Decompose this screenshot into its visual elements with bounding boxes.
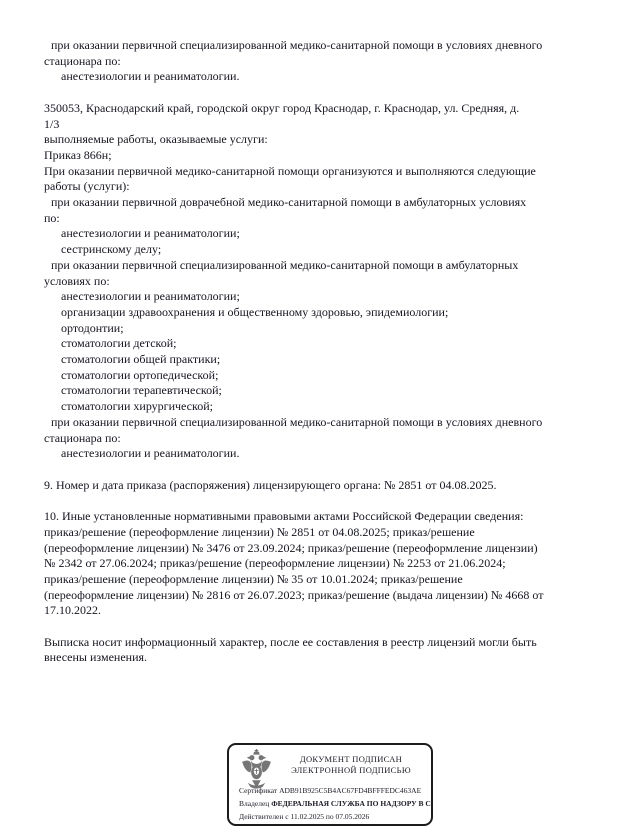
doc-line [44,85,586,101]
doc-line: по: [44,210,60,225]
signature-stamp [227,743,433,826]
doc-line: (переоформление лицензии) № 3476 от 23.09.2024; приказ/решение (переоформление лицензии) [44,540,538,555]
owner-value: ФЕДЕРАЛЬНАЯ СЛУЖБА ПО НАДЗОРУ В С [271,799,431,808]
doc-line: внесены изменения. [44,650,148,665]
doc-line: 1/3 [44,116,60,131]
doc-line: при оказании первичной специализированной медико-санитарной помощи в условиях дневного [51,38,543,52]
doc-line: Выписка носит информационный характер, после ее составления в реестр лицензий могли быть [44,634,537,649]
doc-line: стационара по: [44,53,121,68]
doc-line [44,462,586,478]
doc-line: сестринскому делу; [61,242,162,257]
doc-line: стационара по: [44,430,121,445]
stamp-title [275,754,427,776]
doc-line: стоматологии хирургической; [61,399,213,414]
doc-line: 10. Иные установленные нормативными правовыми актами Российской Федерации сведения: [44,509,524,524]
doc-line: 17.10.2022. [44,603,101,618]
doc-line: ортодонтии; [61,320,124,335]
certificate-label: Сертификат [239,786,278,795]
doc-line: 350053, Краснодарский край, городской округ город Краснодар, г. Краснодар, ул. Средняя, д. [44,100,520,115]
doc-line: анестезиологии и реаниматологии; [61,289,240,304]
doc-line: при оказании первичной специализированной медико-санитарной помощи в условиях дневного [51,414,543,429]
doc-line: при оказании первичной доврачебной медико-санитарной помощи в амбулаторных условиях [51,195,527,210]
stamp-title-line1: ДОКУМЕНТ ПОДПИСАН [299,754,403,764]
doc-line: приказ/решение (переоформление лицензии) № 2851 от 04.08.2025; приказ/решение [44,524,475,539]
certificate-line [239,784,431,797]
doc-line: При оказании первичной медико-санитарной помощи организуются и выполняются следующие [44,163,536,178]
doc-line: (переоформление лицензии) № 2816 от 26.07.2023; приказ/решение (выдача лицензии) № 4668 от [44,587,544,602]
doc-line: анестезиологии и реаниматологии. [61,69,240,84]
doc-line: стоматологии детской; [61,336,177,351]
doc-line: приказ/решение (переоформление лицензии) № 35 от 10.01.2024; приказ/решение [44,571,463,586]
certificate-value: ADB91B925C5B4AC67FD4BFFFEDC463AE [279,786,422,795]
doc-line [44,619,586,635]
license-extract-text [44,38,586,666]
stamp-title-line2: ЭЛЕКТРОННОЙ ПОДПИСЬЮ [291,765,411,775]
doc-line: выполняемые работы, оказываемые услуги: [44,132,268,147]
doc-line: работы (услуги): [44,179,130,194]
owner-label: Владелец [239,799,270,808]
validity-line: Действителен с 11.02.2025 по 07.05.2026 [239,812,370,821]
doc-line: стоматологии терапевтической; [61,383,222,398]
doc-line: при оказании первичной специализированной медико-санитарной помощи в амбулаторных [51,257,519,272]
doc-line: № 2342 от 27.06.2024; приказ/решение (переоформление лицензии) № 2253 от 21.06.2024; [44,556,506,571]
doc-line: анестезиологии и реаниматологии; [61,226,240,241]
doc-line: стоматологии общей практики; [61,352,221,367]
doc-line: организации здравоохранения и общественному здоровью, эпидемиологии; [61,304,449,319]
stamp-info [239,784,431,823]
doc-line: стоматологии ортопедической; [61,367,219,382]
doc-line: анестезиологии и реаниматологии. [61,446,240,461]
doc-line: условиях по: [44,273,110,288]
doc-line: Приказ 866н; [44,147,112,162]
doc-line [44,493,586,509]
owner-line [239,797,431,810]
doc-line: 9. Номер и дата приказа (распоряжения) лицензирующего органа: № 2851 от 04.08.2025. [44,477,497,492]
